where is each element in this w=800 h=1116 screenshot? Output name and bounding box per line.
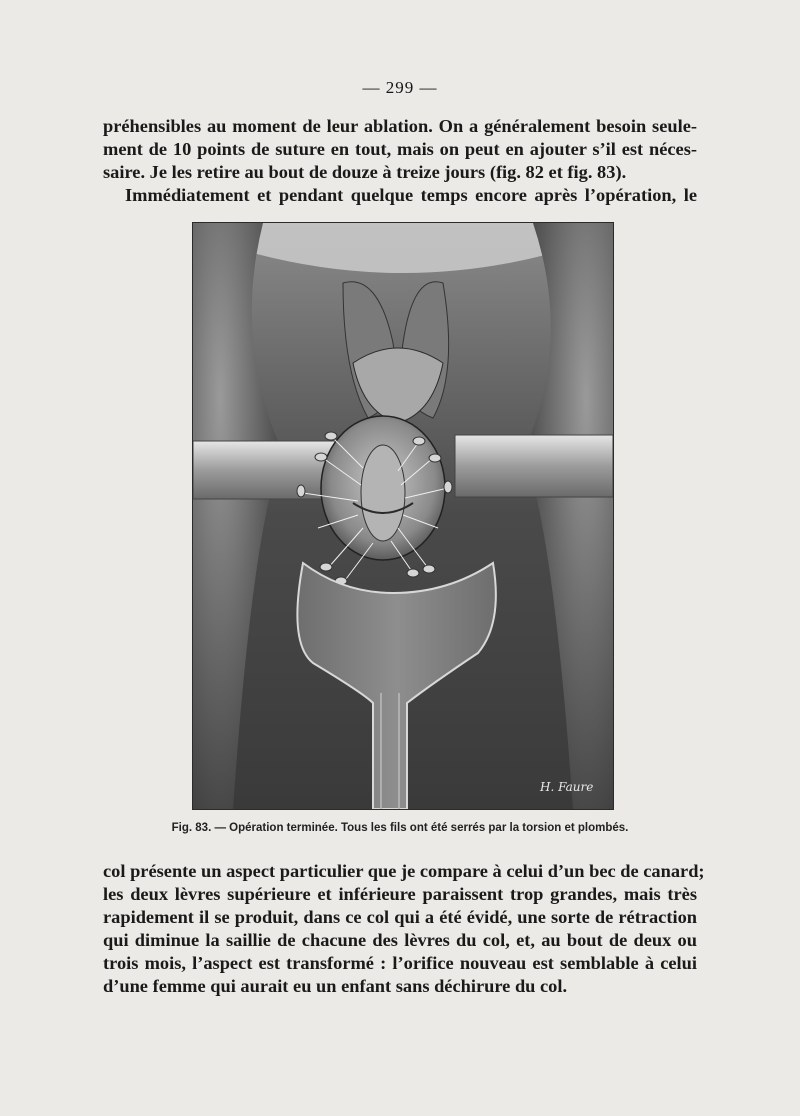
top-paragraph: [103, 115, 697, 207]
text-line: qui diminue la saillie de chacune des lèvres du col, et, au bout de deux ou: [103, 930, 697, 950]
text-line: préhensibles au moment de leur ablation. On a généralement besoin seule-: [103, 116, 697, 136]
figure-caption: Fig. 83. — Opération terminée. Tous les fils ont été serrés par la torsion et plombés.: [171, 822, 629, 834]
text-line: trois mois, l’aspect est transformé : l’orifice nouveau est semblable à celui: [103, 953, 697, 973]
artist-signature: H. Faure: [540, 780, 594, 794]
text-line: col présente un aspect particulier que je compare à celui d’un bec de canard;: [103, 861, 705, 881]
illustration-drawing: [193, 223, 613, 809]
surgical-illustration: [192, 222, 614, 810]
text-line: d’une femme qui aurait eu un enfant sans déchirure du col.: [103, 976, 568, 996]
text-line: les deux lèvres supérieure et inférieure paraissent trop grandes, mais très: [103, 884, 697, 904]
page-number: — 299 —: [362, 78, 438, 97]
text-line: saire. Je les retire au bout de douze à treize jours (fig. 82 et fig. 83).: [103, 162, 627, 182]
text-line: rapidement il se produit, dans ce col qui a été évidé, une sorte de rétraction: [103, 907, 697, 927]
bottom-paragraph: [103, 860, 705, 998]
text-line: Immédiatement et pendant quelque temps encore après l’opération, le: [125, 185, 697, 205]
text-line: ment de 10 points de suture en tout, mais on peut en ajouter s’il est néces-: [103, 139, 697, 159]
